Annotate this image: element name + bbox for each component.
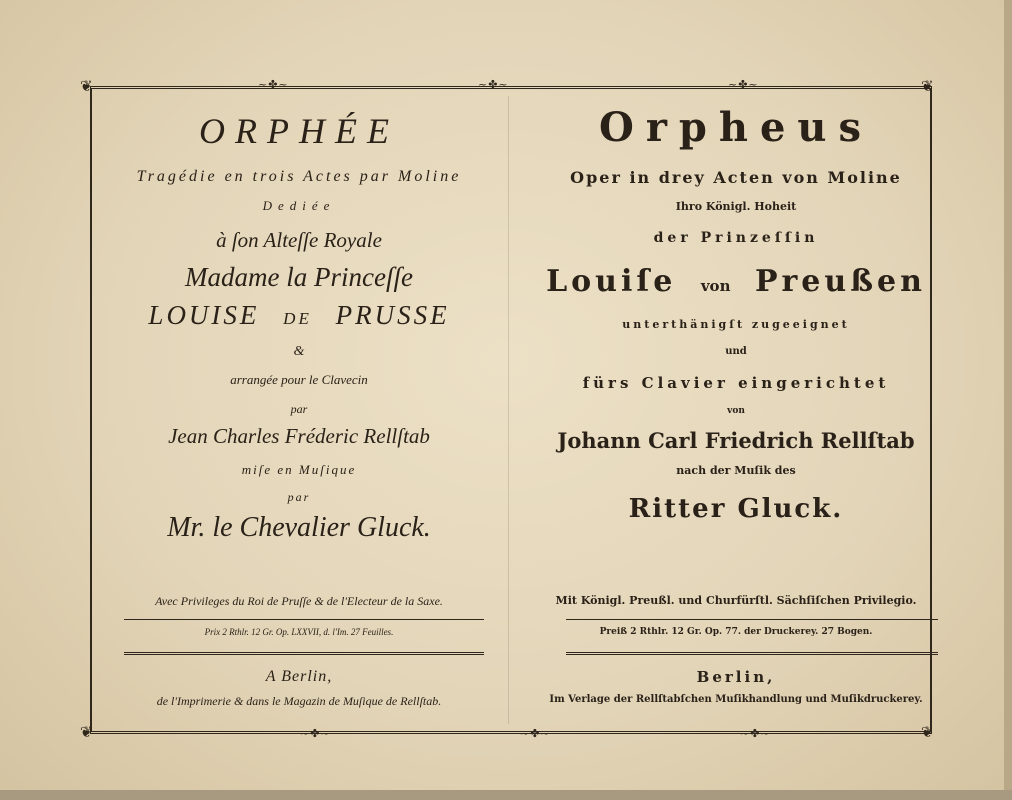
german-title-page <box>540 0 932 800</box>
french-dedication: Dediée <box>262 198 336 213</box>
german-rule <box>566 619 938 620</box>
german-city: Berlin, <box>696 668 776 686</box>
border-flourish-icon: ~✤~ <box>740 727 771 740</box>
border-flourish-icon: ~✤~ <box>478 78 509 91</box>
border-flourish-icon: ~✤~ <box>520 727 551 740</box>
german-louise: Louiſe <box>546 264 677 299</box>
german-ihro: Ihro Königl. Hoheit <box>675 200 797 213</box>
french-altesse: à ſon Alteſſe Royale <box>216 228 382 252</box>
french-city: A Berlin, <box>265 668 333 685</box>
german-preussen: Preußen <box>754 264 926 299</box>
corner-ornament-icon: ❦ <box>921 77 934 95</box>
french-de: DE <box>283 309 312 328</box>
page-divider <box>508 96 509 724</box>
french-mise: miſe en Muſique <box>241 462 357 477</box>
corner-ornament-icon: ❦ <box>80 723 93 741</box>
german-dedicatee <box>540 264 932 299</box>
french-composer: Mr. le Chevalier Gluck. <box>167 512 431 543</box>
german-privileg: Mit Königl. Preußl. und Churfürſtl. Sächſiſchen Privilegio. <box>555 594 917 607</box>
border-flourish-icon: ~✤~ <box>258 78 289 91</box>
french-dedicatee <box>100 300 498 331</box>
french-par-1: par <box>290 402 308 416</box>
french-ampersand: & <box>293 344 305 359</box>
french-double-rule <box>124 652 484 655</box>
german-nach: nach der Muſik des <box>676 464 796 477</box>
french-title: ORPHÉE <box>199 111 399 151</box>
border-flourish-icon: ~✤~ <box>728 78 759 91</box>
page-edge-right <box>1004 0 1012 800</box>
german-title: Orpheus <box>598 104 874 151</box>
german-subtitle: Oper in drey Acten von Moline <box>570 168 902 187</box>
french-arrangee: arrangée pour le Clavecin <box>230 372 368 387</box>
german-arranger: Johann Carl Friedrich Rellſtab <box>557 428 915 453</box>
german-von-2: von <box>727 406 745 416</box>
french-privileges: Avec Privileges du Roi de Pruſſe & de l'Electeur de la Saxe. <box>155 594 443 608</box>
german-imprint: Im Verlage der Rellſtabſchen Muſikhandlung und Muſikdruckerey. <box>549 694 923 705</box>
german-composer: Ritter Gluck. <box>628 494 844 524</box>
french-louise: LOUISE <box>148 300 260 330</box>
german-furs: fürs Clavier eingerichtet <box>582 374 890 392</box>
border-flourish-icon: ~✤~ <box>300 727 331 740</box>
french-rule <box>124 619 484 620</box>
corner-ornament-icon: ❦ <box>80 77 93 95</box>
french-imprint: de l'Imprimerie & dans le Magazin de Muſique de Rellſtab. <box>156 694 442 708</box>
french-title-page <box>100 0 498 800</box>
french-price: Prix 2 Rthlr. 12 Gr. Op. LXXVII, d. l'Im. 27 Feuilles. <box>204 627 394 637</box>
german-der: der Prinzeſſin <box>653 230 819 246</box>
german-double-rule <box>566 652 938 655</box>
german-price: Preiß 2 Rthlr. 12 Gr. Op. 77. der Druckerey. 27 Bogen. <box>599 627 873 637</box>
german-unterth: unterthänigſt zugeeignet <box>622 318 850 331</box>
german-und: und <box>725 346 747 357</box>
french-prusse: PRUSSE <box>335 300 450 330</box>
french-par-2: par <box>287 490 311 504</box>
french-subtitle: Tragédie en trois Actes par Moline <box>136 168 462 185</box>
corner-ornament-icon: ❦ <box>921 723 934 741</box>
french-arranger: Jean Charles Fréderic Rellſtab <box>168 424 430 448</box>
german-von: von <box>700 277 731 295</box>
french-madame: Madame la Princeſſe <box>185 262 413 292</box>
